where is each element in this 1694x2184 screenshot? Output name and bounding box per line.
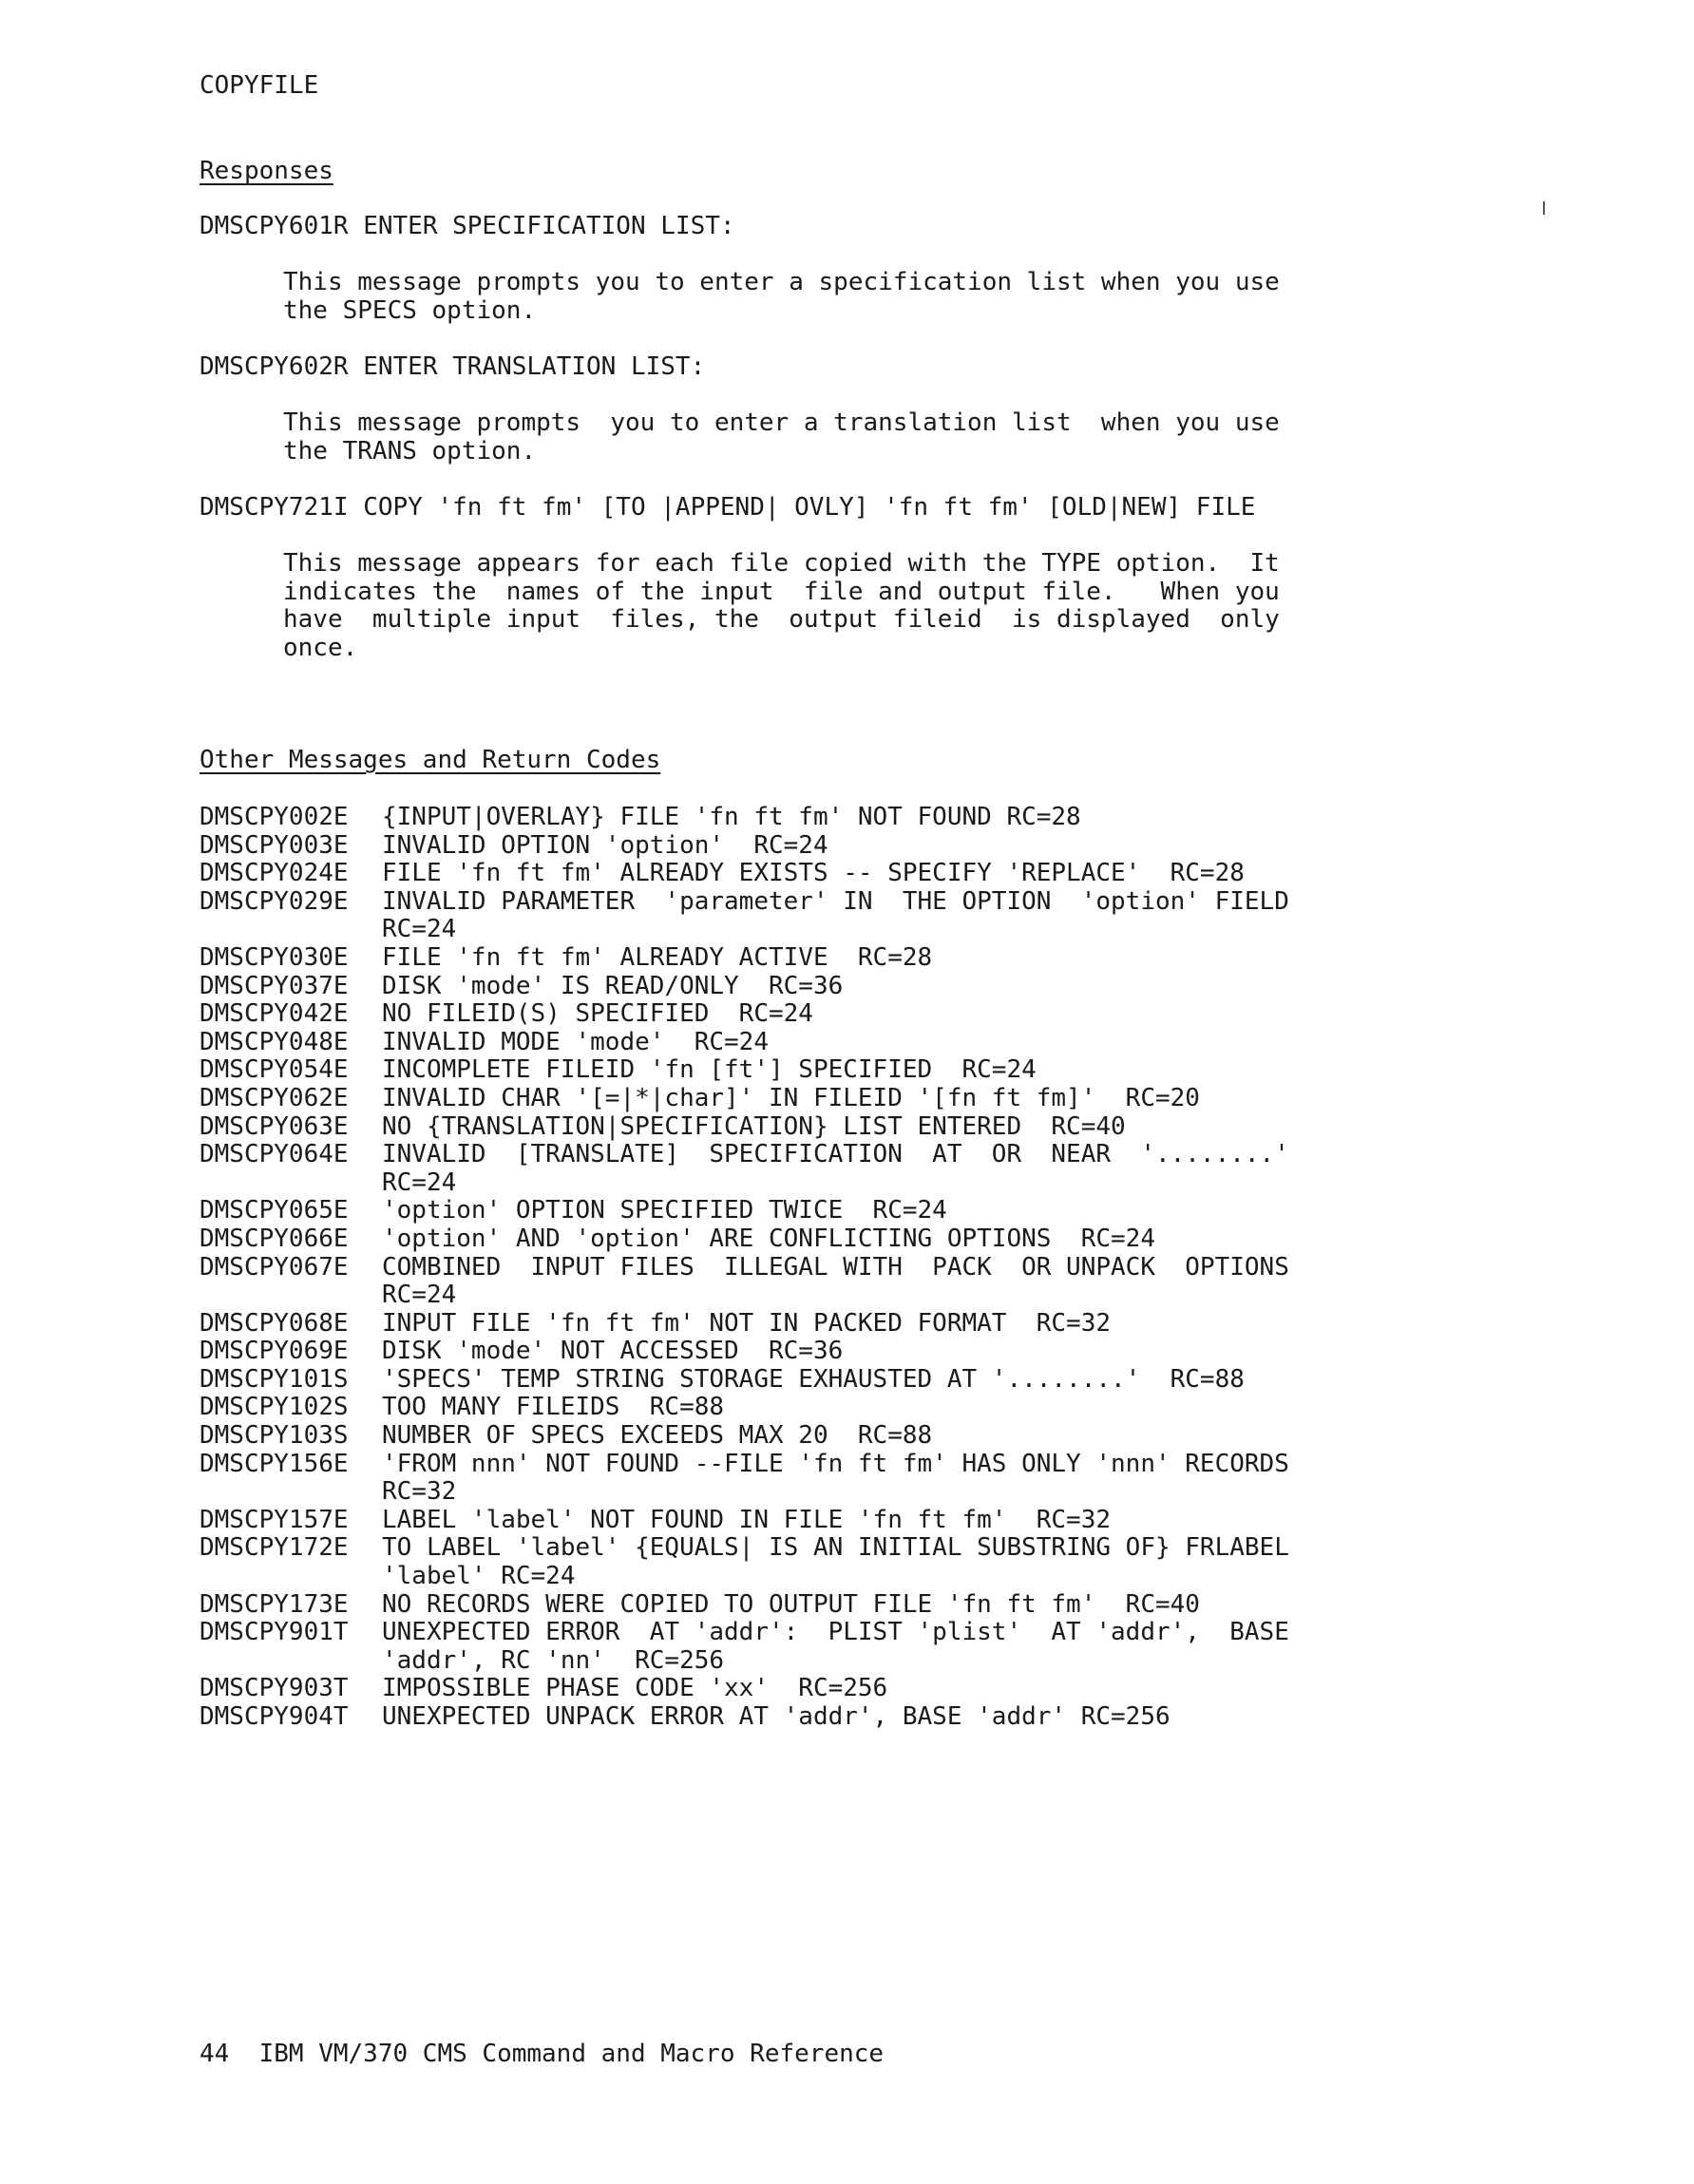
message-code: DMSCPY062E [200,1083,349,1112]
response-message: COPY 'fn ft fm' [TO |APPEND| OVLY] 'fn ft fm' [OLD|NEW] FILE [363,492,1256,522]
message-text: INVALID [TRANSLATE] SPECIFICATION AT OR NEAR '........' RC=24 [382,1140,1289,1197]
message-code: DMSCPY904T [200,1702,349,1731]
message-code: DMSCPY024E [200,859,349,888]
message-row [200,1254,1435,1310]
message-text: DISK 'mode' IS READ/ONLY RC=36 [382,971,844,1000]
message-row [200,1029,1435,1057]
response-message: ENTER SPECIFICATION LIST: [363,212,735,240]
message-code: DMSCPY101S [200,1364,349,1394]
message-code: DMSCPY002E [200,803,349,831]
message-text: LABEL 'label' NOT FOUND IN FILE 'fn ft fm' RC=32 [382,1505,1112,1534]
message-code: DMSCPY069E [200,1337,349,1366]
message-code: DMSCPY042E [200,999,349,1029]
response-description: This message appears for each file copied with the TYPE option. It indicates the names of the input file and output file. When you have multiple input files, the output fileid is displayed only once. [283,549,1280,662]
message-text: INVALID MODE 'mode' RC=24 [382,1027,769,1056]
response-description: This message prompts you to enter a specification list when you use the SPECS option. [283,268,1280,325]
response-item [200,494,1530,663]
responses-heading: Responses [200,157,333,185]
responses-list [200,213,1530,691]
message-code: DMSCPY066E [200,1224,349,1253]
message-text: INVALID CHAR '[=|*|char]' IN FILEID '[fn ft fm]' RC=20 [382,1083,1200,1112]
response-line [200,213,1530,241]
message-code: DMSCPY003E [200,830,349,860]
message-text: UNEXPECTED ERROR AT 'addr': PLIST 'plist' AT 'addr', BASE 'addr', RC 'nn' RC=256 [382,1618,1289,1675]
response-item [200,353,1530,465]
message-text: {INPUT|OVERLAY} FILE 'fn ft fm' NOT FOUND RC=28 [382,803,1081,831]
message-code: DMSCPY903T [200,1674,349,1703]
message-code: DMSCPY068E [200,1308,349,1338]
message-code: DMSCPY172E [200,1533,349,1563]
message-row [200,1675,1435,1703]
message-row [200,1113,1435,1142]
message-code: DMSCPY065E [200,1196,349,1225]
response-message: ENTER TRANSLATION LIST: [363,351,706,381]
message-row [200,1451,1435,1507]
message-code: DMSCPY156E [200,1449,349,1478]
message-code: DMSCPY067E [200,1252,349,1282]
message-code: DMSCPY157E [200,1505,349,1534]
page-header-title: COPYFILE [200,71,319,100]
response-line [200,353,1530,382]
message-text: INCOMPLETE FILEID 'fn [ft'] SPECIFIED RC=24 [382,1055,1037,1085]
response-line [200,494,1530,522]
message-row [200,1394,1435,1422]
message-row [200,804,1435,832]
message-code: DMSCPY030E [200,942,349,972]
message-row [200,1338,1435,1366]
message-text: COMBINED INPUT FILES ILLEGAL WITH PACK OR UNPACK OPTIONS RC=24 [382,1252,1289,1310]
message-row [200,1591,1435,1620]
message-row [200,944,1435,973]
message-row [200,1056,1435,1085]
message-text: DISK 'mode' NOT ACCESSED RC=36 [382,1337,844,1366]
scan-mark [1543,201,1545,215]
message-text: INVALID PARAMETER 'parameter' IN THE OPTION 'option' FIELD RC=24 [382,886,1289,944]
message-row [200,1197,1435,1225]
message-text: FILE 'fn ft fm' ALREADY ACTIVE RC=28 [382,942,933,972]
response-item [200,213,1530,325]
message-text: NO RECORDS WERE COPIED TO OUTPUT FILE 'fn ft fm' RC=40 [382,1589,1200,1619]
message-code: DMSCPY054E [200,1055,349,1085]
message-text: INPUT FILE 'fn ft fm' NOT IN PACKED FORMAT RC=32 [382,1308,1112,1338]
message-code: DMSCPY029E [200,886,349,916]
message-row [200,973,1435,1001]
message-code: DMSCPY173E [200,1589,349,1619]
message-code: DMSCPY103S [200,1421,349,1451]
message-row [200,1310,1435,1339]
message-code: DMSCPY102S [200,1393,349,1422]
message-text: NO {TRANSLATION|SPECIFICATION} LIST ENTERED RC=40 [382,1111,1126,1141]
page-footer: 44 IBM VM/370 CMS Command and Macro Reference [200,2040,885,2068]
message-text: NUMBER OF SPECS EXCEEDS MAX 20 RC=88 [382,1421,933,1451]
message-row [200,1422,1435,1451]
response-description: This message prompts you to enter a translation list when you use the TRANS option. [283,408,1280,465]
message-text: FILE 'fn ft fm' ALREADY EXISTS -- SPECIFY 'REPLACE' RC=28 [382,859,1245,888]
message-row [200,1703,1435,1732]
message-row [200,832,1435,861]
message-row [200,1507,1435,1535]
message-row [200,888,1435,944]
message-code: DMSCPY037E [200,971,349,1000]
message-text: NO FILEID(S) SPECIFIED RC=24 [382,999,813,1029]
message-text: 'SPECS' TEMP STRING STORAGE EXHAUSTED AT '........' RC=88 [382,1364,1245,1394]
message-row [200,1141,1435,1197]
message-code: DMSCPY901T [200,1618,349,1647]
message-text: INVALID OPTION 'option' RC=24 [382,830,828,860]
message-text: 'option' OPTION SPECIFIED TWICE RC=24 [382,1196,947,1225]
message-text: 'FROM nnn' NOT FOUND --FILE 'fn ft fm' HAS ONLY 'nnn' RECORDS RC=32 [382,1449,1289,1507]
message-text: TO LABEL 'label' {EQUALS| IS AN INITIAL SUBSTRING OF} FRLABEL 'label' RC=24 [382,1533,1289,1591]
message-row [200,860,1435,888]
message-row [200,1366,1435,1395]
response-code: DMSCPY721I [200,492,349,522]
message-row [200,1534,1435,1590]
message-code: DMSCPY064E [200,1140,349,1169]
message-text: 'option' AND 'option' ARE CONFLICTING OPTIONS RC=24 [382,1224,1155,1253]
response-code: DMSCPY602R [200,351,349,381]
message-row [200,1085,1435,1113]
message-text: UNEXPECTED UNPACK ERROR AT 'addr', BASE 'addr' RC=256 [382,1702,1171,1731]
message-row [200,1619,1435,1675]
message-text: TOO MANY FILEIDS RC=88 [382,1393,725,1422]
other-messages-heading: Other Messages and Return Codes [200,746,661,774]
message-code: DMSCPY063E [200,1111,349,1141]
response-code: DMSCPY601R [200,212,349,240]
message-code: DMSCPY048E [200,1027,349,1056]
other-messages-list [200,804,1435,1732]
message-text: IMPOSSIBLE PHASE CODE 'xx' RC=256 [382,1674,888,1703]
message-row [200,1225,1435,1254]
message-row [200,1000,1435,1029]
